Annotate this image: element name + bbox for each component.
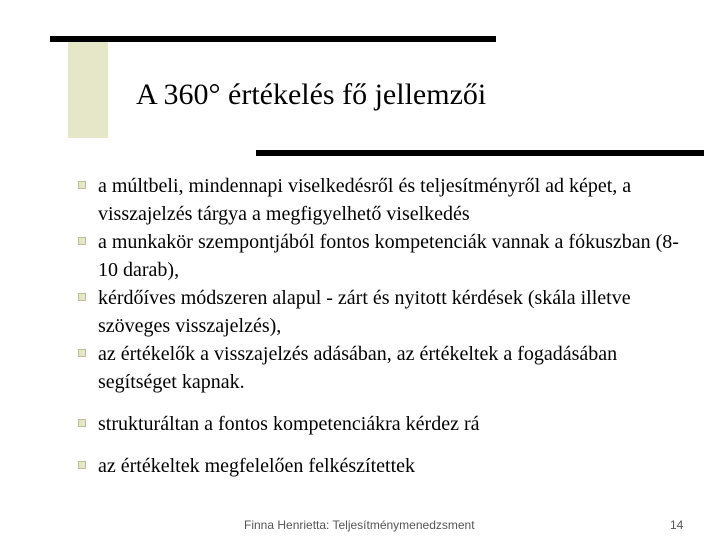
bullet-text: az értékeltek megfelelően felkészítettek [98,455,416,477]
list-item [78,452,698,480]
bullet-text: a munkakör szempontjából fontos kompetenciák vannak a fókuszban (8-10 darab), [98,231,679,281]
page-number: 14 [670,518,684,532]
list-item [78,410,698,438]
list-item [78,172,698,228]
footer-author-title: Finna Henrietta: Teljesítménymenedzsment [244,518,475,532]
list-item [78,228,698,284]
square-bullet-icon [78,349,86,357]
decorative-accent-box [68,38,108,138]
list-item [78,284,698,340]
title-underline-rule [256,150,704,156]
top-rule [50,36,496,42]
bullet-text: a múltbeli, mindennapi viselkedésről és teljesítményről ad képet, a visszajelzés tárgya a megfigyelhető viselkedés [98,175,632,225]
list-item [78,340,698,396]
bullet-list [78,172,698,480]
bullet-text: strukturáltan a fontos kompetenciákra kérdez rá [98,413,480,435]
square-bullet-icon [78,181,86,189]
bullet-text: kérdőíves módszeren alapul - zárt és nyitott kérdések (skála illetve szöveges visszajelzés), [98,287,631,337]
slide-title: A 360° értékelés fő jellemzői [136,78,487,111]
square-bullet-icon [78,293,86,301]
square-bullet-icon [78,461,86,469]
square-bullet-icon [78,237,86,245]
bullet-text: az értékelők a visszajelzés adásában, az értékeltek a fogadásában segítséget kapnak. [98,343,618,393]
square-bullet-icon [78,419,86,427]
